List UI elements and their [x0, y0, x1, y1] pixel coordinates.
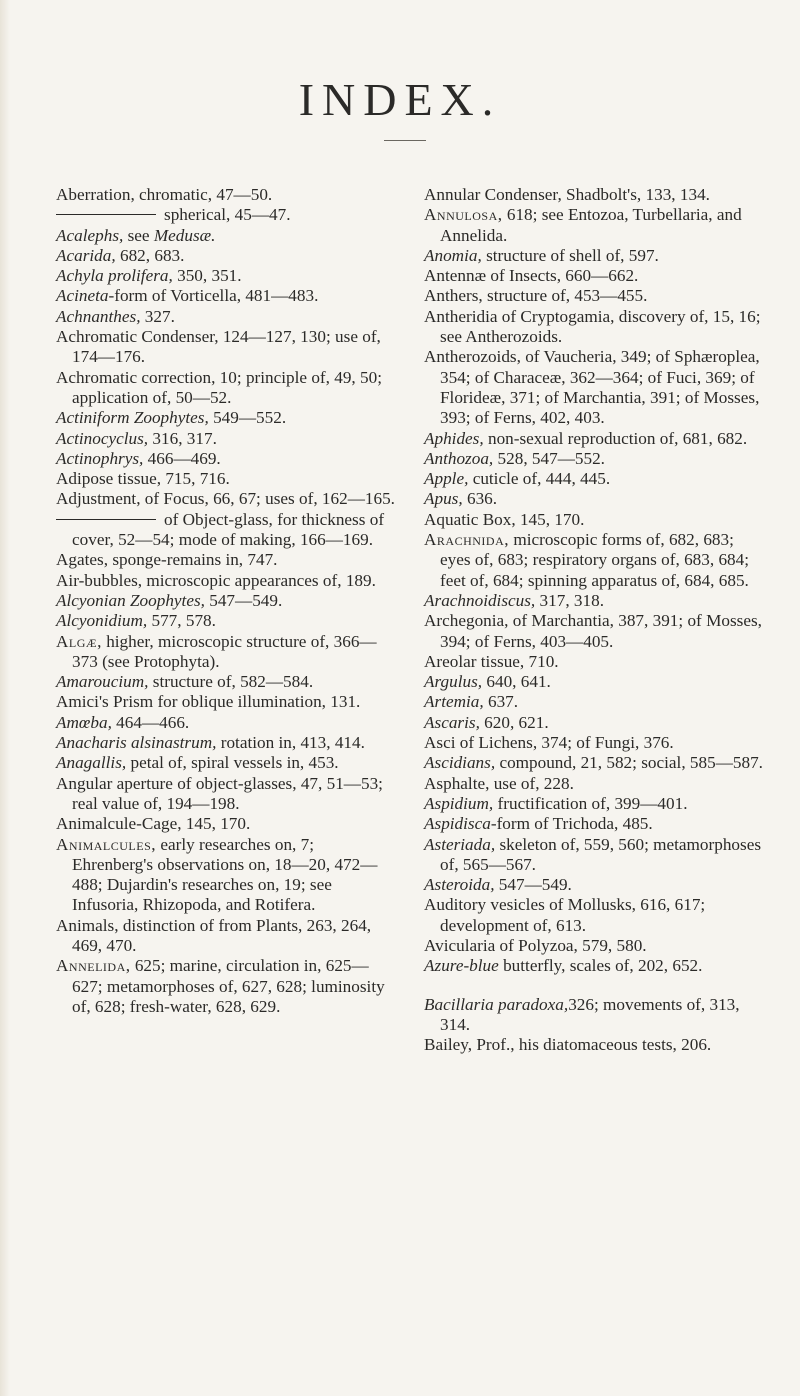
index-entry: [424, 794, 764, 814]
entry-text: Archegonia, of Marchantia, 387, 391; of Mosses, 394; of Ferns, 403—405.: [424, 611, 762, 651]
entry-heading: Alcyonidium,: [56, 611, 148, 631]
entry-text: Achromatic Condenser, 124—127, 130; use of, 174—176.: [56, 327, 381, 367]
entry-heading: Arachnoidiscus,: [424, 590, 536, 610]
index-entry: [56, 550, 396, 570]
entry-heading: Annelida,: [56, 956, 131, 976]
index-entry: [424, 530, 764, 591]
entry-heading: Aphides,: [424, 428, 484, 448]
entry-text: Adjustment, of Focus, 66, 67; uses of, 162—165.: [56, 489, 395, 509]
entry-heading: Anomia,: [424, 245, 482, 265]
index-entry: [424, 469, 764, 489]
entry-text: 350, 351.: [172, 266, 242, 286]
entry-text: 326; movements of, 313, 314.: [440, 994, 740, 1034]
index-entry: [56, 753, 396, 773]
entry-text: petal of, spiral vessels in, 453.: [126, 753, 339, 773]
entry-text: Animalcule-Cage, 145, 170.: [56, 814, 251, 834]
ditto-dash: [56, 214, 156, 215]
entry-text: spherical, 45—47.: [164, 205, 291, 225]
entry-text: -form of Trichoda, 485.: [490, 814, 653, 834]
left-column: [56, 185, 396, 1017]
entry-text: butterfly, scales of, 202, 652.: [498, 956, 703, 976]
index-entry: [424, 307, 764, 348]
entry-cross-ref: Medusæ.: [153, 225, 216, 245]
entry-heading: Acineta: [56, 286, 109, 306]
entry-heading: Annulosa,: [424, 205, 503, 225]
entry-text: Animals, distinction of from Plants, 263, 264, 469, 470.: [56, 915, 372, 955]
entry-heading: Arachnida,: [424, 530, 510, 550]
entry-heading: Argulus,: [424, 672, 483, 692]
ditto-dash: [56, 519, 156, 520]
index-entry: [424, 956, 764, 976]
entry-text: rotation in, 413, 414.: [216, 733, 365, 753]
entry-text: Avicularia of Polyzoa, 579, 580.: [424, 935, 647, 955]
index-entry: [424, 205, 764, 246]
index-entry: [424, 510, 764, 530]
entry-text: Anthers, structure of, 453—455.: [424, 286, 648, 306]
index-entry: [56, 368, 396, 409]
entry-text: higher, microscopic structure of, 366—373 (see Protophyta).: [72, 631, 377, 671]
index-entry: [424, 429, 764, 449]
entry-heading: Achnanthes,: [56, 306, 141, 326]
index-entry: [56, 835, 396, 916]
entry-text: 327.: [140, 306, 175, 326]
entry-text: Annular Condenser, Shadbolt's, 133, 134.: [424, 185, 710, 204]
entry-text: 466—469.: [143, 448, 221, 468]
entry-text: see: [123, 225, 154, 245]
entry-heading: Actinocyclus,: [56, 428, 149, 448]
entry-text: Air-bubbles, microscopic appearances of, 189.: [56, 570, 376, 590]
entry-heading: Anthozoa,: [424, 448, 494, 468]
entry-text: Areolar tissue, 710.: [424, 651, 559, 671]
entry-text: 577, 578.: [147, 611, 216, 631]
index-entry: [56, 591, 396, 611]
entry-text: of Object-glass, for thickness of cover, 52—54; mode of making, 166—169.: [72, 509, 385, 550]
index-entry: [56, 327, 396, 368]
entry-heading: Actinophrys,: [56, 448, 144, 468]
index-entry: [56, 489, 396, 509]
index-entry: [56, 286, 396, 306]
index-entry: [56, 408, 396, 428]
entry-heading: Artemia,: [424, 692, 484, 712]
entry-heading: Apus,: [424, 489, 463, 509]
entry-text: 316, 317.: [148, 428, 217, 448]
entry-heading: Amaroucium,: [56, 672, 149, 692]
entry-heading: Aspidium,: [424, 793, 494, 813]
index-entry: [56, 774, 396, 815]
entry-text: 637.: [483, 692, 519, 712]
entry-text: Agates, sponge-remains in, 747.: [56, 550, 278, 570]
entry-heading: Ascaris,: [424, 712, 480, 732]
page-title: INDEX.: [298, 73, 502, 125]
title-rule: [384, 140, 426, 141]
entry-heading: Aspidisca: [424, 814, 491, 834]
entry-heading: Algæ,: [56, 631, 102, 651]
entry-text: Adipose tissue, 715, 716.: [56, 469, 230, 489]
index-entry: [424, 286, 764, 306]
entry-text: 528, 547—552.: [493, 448, 605, 468]
index-entry: [424, 733, 764, 753]
entry-text: 547—549.: [204, 590, 283, 610]
index-entry: [56, 266, 396, 286]
entry-heading: Asteroida,: [424, 875, 495, 895]
entry-heading: Anacharis alsinastrum,: [56, 733, 217, 753]
index-entry: [56, 713, 396, 733]
index-entry: [424, 814, 764, 834]
index-entry: [56, 185, 396, 205]
index-entry: [56, 733, 396, 753]
index-entry: [56, 632, 396, 673]
entry-heading: Achyla prolifera,: [56, 266, 173, 286]
index-entry: [424, 936, 764, 956]
entry-text: Antherozoids, of Vaucheria, 349; of Sphæroplea, 354; of Characeæ, 362—364; of Fuci, 369; of Florideæ, 371; of Marchantia, 391; of Mosses, 393; of Ferns, 402, 403.: [424, 347, 760, 428]
entry-heading: Apple,: [424, 469, 469, 489]
index-entry: [424, 489, 764, 509]
index-entry: [56, 449, 396, 469]
entry-heading: Animalcules,: [56, 834, 157, 854]
index-entry: [424, 753, 764, 773]
entry-text: microscopic forms of, 682, 683; eyes of, 683; respiratory organs of, 683, 684; feet of, 684; spinning apparatus of, 684, 685.: [440, 530, 749, 590]
entry-text: compound, 21, 582; social, 585—587.: [495, 753, 763, 773]
entry-text: 636.: [462, 489, 498, 509]
entry-text: fructification of, 399—401.: [493, 793, 688, 813]
entry-text: 625; marine, circulation in, 625—627; metamorphoses of, 627, 628; luminosity of, 628; fresh-water, 628, 629.: [72, 956, 385, 1016]
entry-text: structure of, 582—584.: [148, 672, 314, 692]
index-entry: [424, 774, 764, 794]
entry-text: 640, 641.: [482, 672, 551, 692]
index-entry: [56, 571, 396, 591]
index-entry: [56, 611, 396, 631]
entry-text: non-sexual reproduction of, 681, 682.: [483, 428, 748, 448]
entry-heading: Acalephs,: [56, 225, 124, 245]
entry-text: 618; see Entozoa, Turbellaria, and Annelida.: [440, 205, 742, 245]
entry-text: early researches on, 7; Ehrenberg's observations on, 18—20, 472—488; Dujardin's researches on, 19; see Infusoria, Rhizopoda, and Rotifera.: [72, 834, 378, 915]
index-entry: [424, 347, 764, 428]
index-entry: [56, 469, 396, 489]
entry-text: 464—466.: [111, 712, 190, 732]
index-entry: [424, 185, 764, 205]
entry-heading: Alcyonian Zoophytes,: [56, 590, 205, 610]
entry-text: 620, 621.: [479, 712, 549, 732]
index-entry: [424, 672, 764, 692]
entry-text: cuticle of, 444, 445.: [468, 469, 611, 489]
entry-text: Aberration, chromatic, 47—50.: [56, 185, 273, 204]
entry-text: Antennæ of Insects, 660—662.: [424, 266, 639, 286]
index-entry: [424, 652, 764, 672]
index-entry: [56, 205, 396, 225]
entry-text: 547—549.: [494, 875, 572, 895]
index-entry: [56, 672, 396, 692]
entry-text: Aquatic Box, 145, 170.: [424, 509, 585, 529]
index-entry: [56, 510, 396, 551]
index-entry: [424, 835, 764, 876]
entry-heading: Bacillaria paradoxa,: [424, 994, 569, 1014]
index-entry: [424, 692, 764, 712]
index-entry: [56, 226, 396, 246]
entry-heading: Asteriada,: [424, 834, 496, 854]
entry-text: Bailey, Prof., his diatomaceous tests, 206.: [424, 1035, 712, 1055]
index-entry: [56, 246, 396, 266]
entry-text: Asci of Lichens, 374; of Fungi, 376.: [424, 733, 674, 753]
right-column: [424, 185, 764, 1055]
entry-text: Asphalte, use of, 228.: [424, 773, 574, 793]
entry-text: 317, 318.: [535, 590, 604, 610]
index-entry: [424, 995, 764, 1036]
entry-text: Angular aperture of object-glasses, 47, 51—53; real value of, 194—198.: [56, 773, 383, 813]
index-entry: [424, 266, 764, 286]
entry-text: Auditory vesicles of Mollusks, 616, 617; development of, 613.: [424, 895, 706, 935]
entry-text: Achromatic correction, 10; principle of, 49, 50; application of, 50—52.: [56, 367, 382, 407]
entry-text: structure of shell of, 597.: [481, 245, 659, 265]
entry-text: 549—552.: [208, 408, 287, 428]
entry-text: Antheridia of Cryptogamia, discovery of, 15, 16; see Antherozoids.: [424, 306, 761, 347]
entry-heading: Amœba,: [56, 712, 112, 732]
entry-text: 682, 683.: [115, 245, 185, 265]
index-entry: [424, 591, 764, 611]
entry-heading: Azure-blue: [424, 956, 499, 976]
index-entry: [56, 956, 396, 1017]
section-gap: [424, 977, 764, 995]
page-gutter-shadow: [0, 0, 10, 1396]
index-entry: [424, 713, 764, 733]
entry-heading: Actiniform Zoophytes,: [56, 408, 209, 428]
entry-text: skeleton of, 559, 560; metamorphoses of, 565—567.: [440, 834, 762, 874]
index-entry: [424, 611, 764, 652]
entry-text: Amici's Prism for oblique illumination, 131.: [56, 692, 361, 712]
entry-heading: Anagallis,: [56, 753, 127, 773]
index-entry: [56, 814, 396, 834]
index-entry: [424, 875, 764, 895]
index-entry: [56, 307, 396, 327]
index-entry: [424, 449, 764, 469]
index-entry: [424, 246, 764, 266]
index-entry: [56, 429, 396, 449]
index-entry: [56, 692, 396, 712]
index-entry: [424, 895, 764, 936]
index-entry: [424, 1035, 764, 1055]
index-entry: [56, 916, 396, 957]
entry-text: -form of Vorticella, 481—483.: [108, 286, 319, 306]
entry-heading: Acarida,: [56, 245, 116, 265]
entry-heading: Ascidians,: [424, 753, 496, 773]
